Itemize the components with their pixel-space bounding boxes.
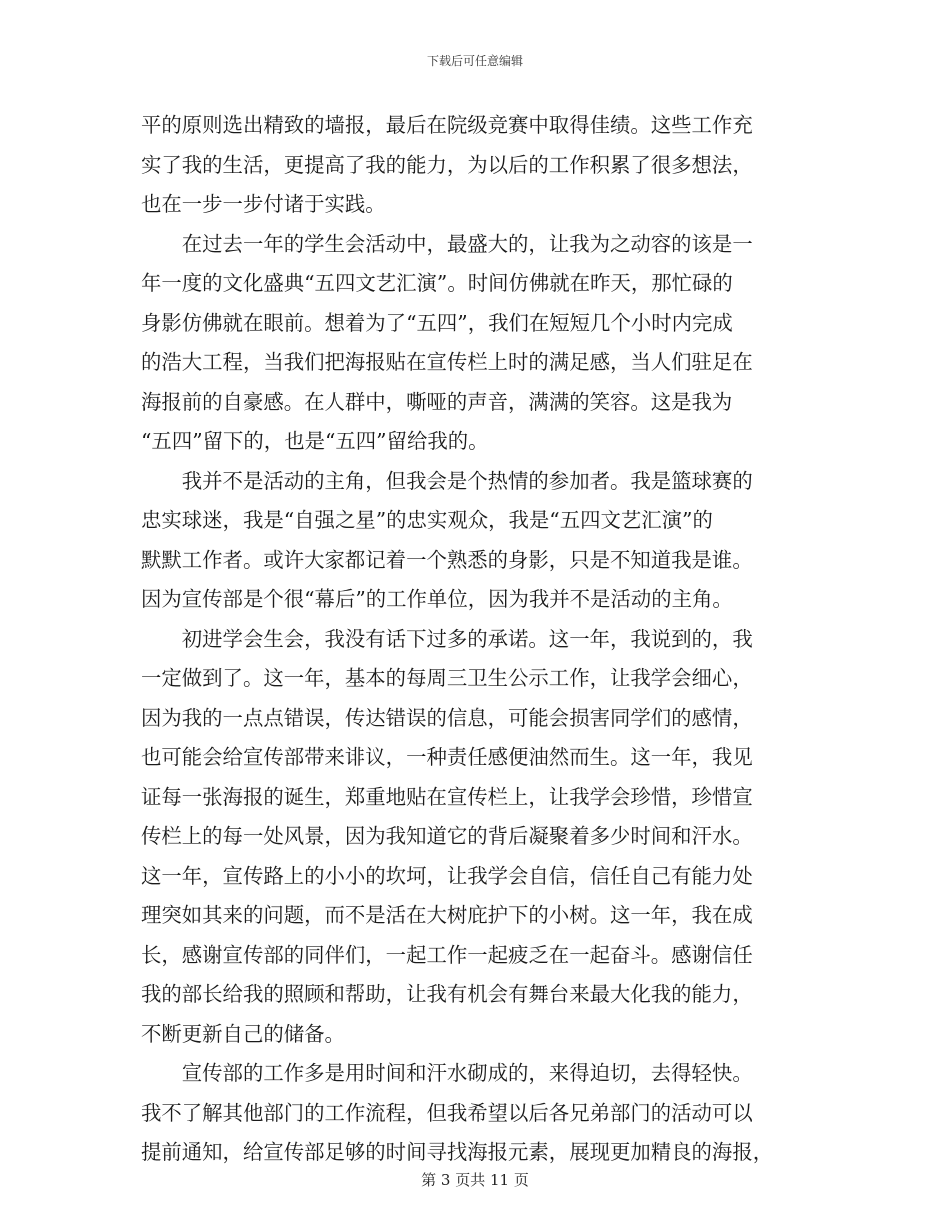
text-line: 提前通知，给宣传部足够的时间寻找海报元素，展现更加精良的海报， [141, 1140, 774, 1164]
text-line: 因为我的一点点错误，传达错误的信息，可能会损害同学们的感情， [141, 705, 753, 730]
text-line: 默默工作者。或许大家都记着一个熟悉的身影，只是不知道我是谁。 [141, 547, 753, 572]
document-body [141, 106, 809, 1173]
text-line: 不断更新自己的储备。 [141, 1021, 345, 1046]
text-line: 实了我的生活，更提高了我的能力，为以后的工作积累了很多想法， [141, 152, 753, 177]
page-number: 第 3 页共 11 页 [421, 1171, 529, 1189]
text-line: 传栏上的每一处风景，因为我知道它的背后凝聚着多少时间和汗水。 [141, 824, 753, 848]
text-line: 身影仿佛就在眼前。想着为了“五四”，我们在短短几个小时内完成 [141, 310, 733, 335]
text-line: 证每一张海报的诞生，郑重地贴在宣传栏上，让我学会珍惜，珍惜宣 [141, 784, 753, 809]
text-line: 年一度的文化盛典“五四文艺汇演”。时间仿佛就在昨天，那忙碌的 [141, 271, 733, 295]
text-line: 初进学会生会，我没有话下过多的承诺。这一年，我说到的，我 [141, 626, 753, 651]
text-line: 平的原则选出精致的墙报，最后在院级竞赛中取得佳绩。这些工作充 [141, 113, 753, 137]
text-line: 海报前的自豪感。在人群中，嘶哑的声音，满满的笑容。这是我为 [141, 389, 733, 414]
text-line: 因为宣传部是个很“幕后”的工作单位，因为我并不是活动的主角。 [141, 587, 733, 611]
text-line: 一定做到了。这一年，基本的每周三卫生公示工作，让我学会细心， [141, 666, 753, 690]
text-line: 我的部长给我的照顾和帮助，让我有机会有舞台来最大化我的能力， [141, 982, 753, 1006]
text-line: 我并不是活动的主角，但我会是个热情的参加者。我是篮球赛的 [141, 468, 753, 493]
text-line: 这一年，宣传路上的小小的坎坷，让我学会自信，信任自己有能力处 [141, 863, 753, 888]
text-line: 也在一步一步付诸于实践。 [141, 192, 386, 216]
text-line: 我不了解其他部门的工作流程，但我希望以后各兄弟部门的活动可以 [141, 1100, 753, 1125]
text-line: 的浩大工程，当我们把海报贴在宣传栏上时的满足感，当人们驻足在 [141, 350, 753, 374]
text-line: 长，感谢宣传部的同伴们，一起工作一起疲乏在一起奋斗。感谢信任 [141, 942, 753, 967]
text-line: 也可能会给宣传部带来诽议，一种责任感便油然而生。这一年，我见 [141, 745, 753, 769]
text-line: “五四”留下的，也是“五四”留给我的。 [141, 429, 489, 453]
page-header: 下载后可任意编辑 [426, 54, 523, 68]
text-line: 忠实球迷，我是“自强之星”的忠实观众，我是“五四文艺汇演”的 [141, 508, 713, 532]
text-line: 宣传部的工作多是用时间和汗水砌成的，来得迫切，去得轻快。 [141, 1061, 753, 1085]
text-line: 理突如其来的问题，而不是活在大树庇护下的小树。这一年，我在成 [141, 903, 753, 927]
text-line: 在过去一年的学生会活动中，最盛大的，让我为之动容的该是一 [141, 231, 753, 256]
